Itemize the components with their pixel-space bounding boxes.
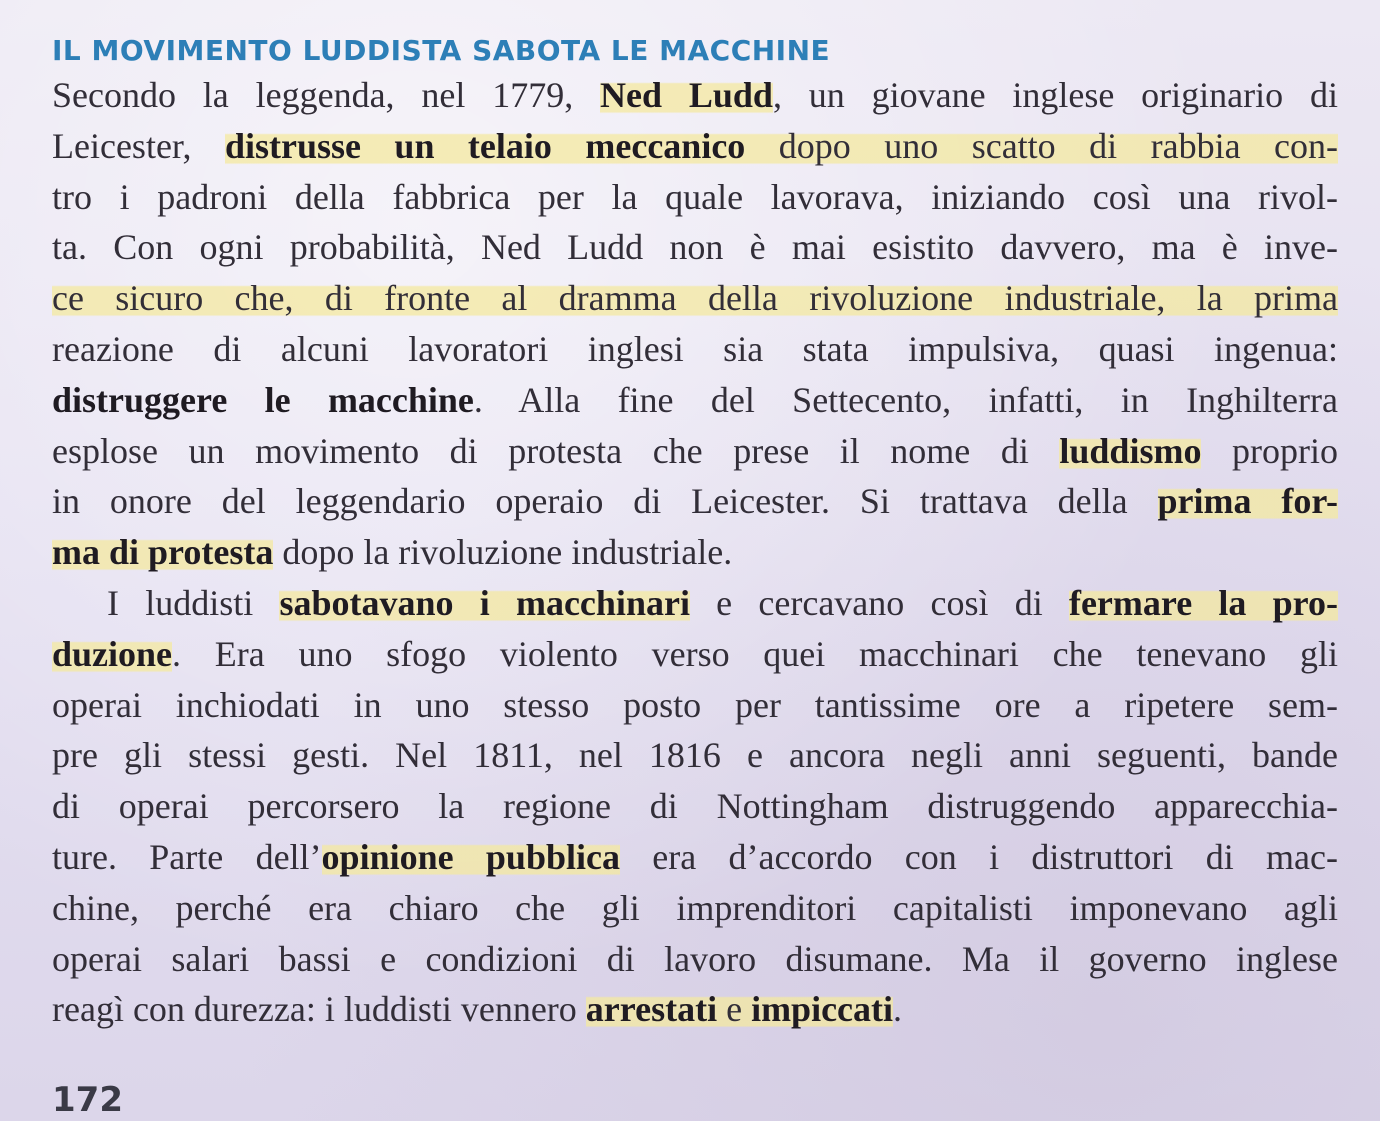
- section-heading: IL MOVIMENTO LUDDISTA SABOTA LE MACCHINE: [52, 34, 831, 67]
- text-run: in onore del leggendario operaio di Leicester. Si trattava della: [52, 481, 1158, 522]
- text-run: era d’accordo con i distruttori di mac-: [619, 836, 1338, 877]
- text-run: chine, perché era chiaro che gli imprenditori capitalisti imponevano agli: [52, 887, 1338, 928]
- text-run: proprio: [1201, 430, 1339, 471]
- body-text: [52, 70, 1338, 1035]
- text-line: [52, 527, 1338, 578]
- text-line: [52, 832, 1338, 883]
- text-line: [52, 883, 1338, 934]
- bold-term-impiccati: impiccati: [751, 989, 894, 1030]
- text-run: Secondo la leggenda, nel 1779,: [52, 75, 601, 115]
- text-line: [52, 934, 1338, 985]
- bold-term-prima-forma: prima for-: [1157, 481, 1338, 522]
- bold-term-opinione: opinione pubblica: [321, 836, 620, 877]
- text-line: [52, 476, 1338, 527]
- bold-term-fermare: fermare la pro-: [1068, 582, 1338, 623]
- text-run: operai inchiodati in uno stesso posto per tantissime ore a ripetere sem-: [52, 684, 1338, 725]
- text-run: dopo la rivoluzione industriale.: [273, 532, 733, 573]
- text-run: operai salari bassi e condizioni di lavoro disumane. Ma il governo inglese: [52, 938, 1338, 979]
- text-line: [52, 426, 1338, 477]
- text-line: [52, 680, 1338, 731]
- text-line: [52, 578, 1338, 629]
- bold-term-sabotavano: sabotavano i macchinari: [279, 582, 690, 623]
- text-line: [52, 730, 1338, 781]
- text-run: e cercavano così di: [689, 582, 1069, 623]
- text-run: .: [893, 989, 903, 1030]
- text-line: [52, 781, 1338, 832]
- text-run: reagì con durezza: i luddisti vennero: [52, 989, 586, 1030]
- bold-term-protesta: ma di protesta: [52, 532, 274, 573]
- text-run: e: [717, 989, 752, 1030]
- text-line: [52, 172, 1338, 223]
- text-run: pre gli stessi gesti. Nel 1811, nel 1816 e ancora negli anni seguenti, bande: [52, 735, 1338, 776]
- text-line: [52, 222, 1338, 273]
- text-run: ture. Parte dell’: [52, 836, 322, 877]
- bold-term-arrestati: arrestati: [585, 989, 718, 1030]
- text-run: ta. Con ogni probabilità, Ned Ludd non è mai esistito davvero, ma è inve-: [52, 227, 1338, 268]
- text-run: reazione di alcuni lavoratori inglesi sia stata impulsiva, quasi ingenua:: [52, 328, 1338, 369]
- bold-term-ned-ludd: Ned Ludd: [600, 75, 773, 115]
- bold-term-distruggere: distruggere le macchine: [52, 379, 474, 420]
- text-line: [52, 273, 1338, 324]
- text-line: [52, 629, 1338, 680]
- text-run: esplose un movimento di protesta che prese il nome di: [52, 430, 1060, 471]
- bold-term-duzione: duzione: [52, 633, 173, 674]
- text-line: [52, 375, 1338, 426]
- text-run: I luddisti: [107, 582, 280, 623]
- text-run: , un giovane inglese originario di: [772, 75, 1338, 115]
- text-line: [52, 984, 1338, 1035]
- bold-term-luddismo: luddismo: [1059, 430, 1202, 471]
- text-line: [52, 324, 1338, 375]
- text-line: [52, 70, 1338, 121]
- text-run: di operai percorsero la regione di Nottingham distruggendo apparecchia-: [52, 786, 1338, 827]
- text-run: . Era uno sfogo violento verso quei macchinari che tenevano gli: [172, 633, 1338, 674]
- text-run: Leicester,: [52, 125, 225, 166]
- text-run: tro i padroni della fabbrica per la quale lavorava, iniziando così una rivol-: [52, 176, 1338, 217]
- bold-term-telaio: distrusse un telaio meccanico: [224, 125, 746, 166]
- text-line: [52, 121, 1338, 172]
- text-run: dopo uno scatto di rabbia con-: [745, 125, 1339, 166]
- page-number: 172: [52, 1080, 123, 1120]
- text-run: ce sicuro che, di fronte al dramma della rivoluzione industriale, la prima: [52, 278, 1338, 319]
- text-run: . Alla fine del Settecento, infatti, in Inghilterra: [473, 379, 1338, 420]
